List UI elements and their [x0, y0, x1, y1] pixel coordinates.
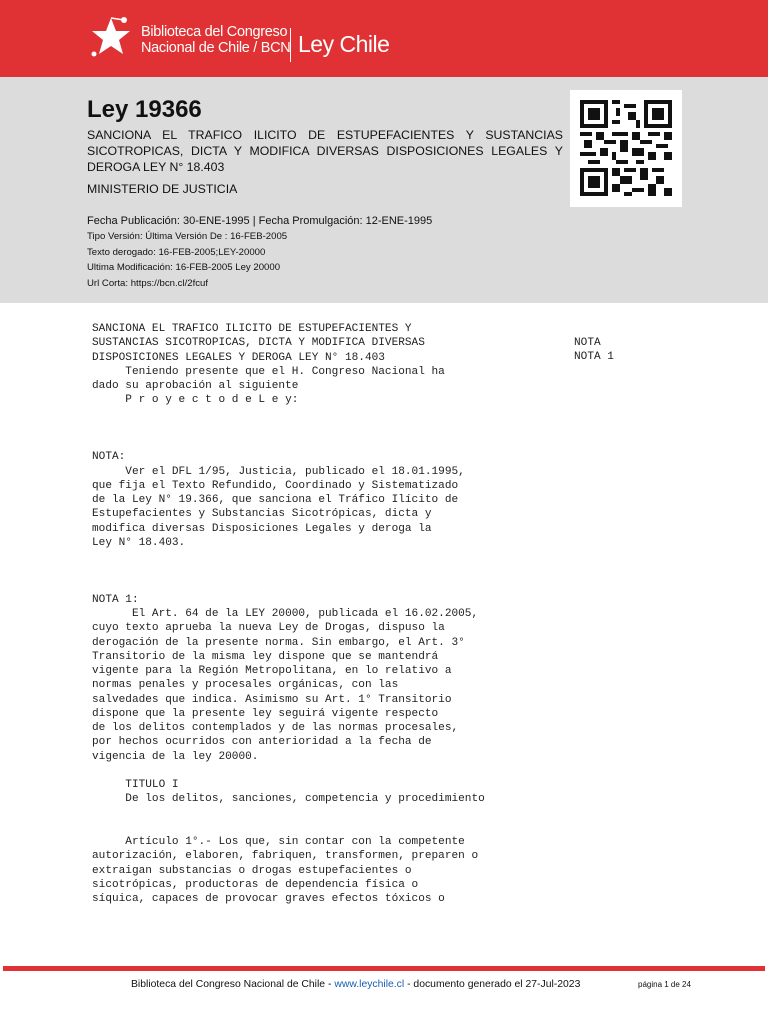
qr-code [570, 90, 682, 207]
org-name-line-1: Biblioteca del Congreso [141, 24, 288, 40]
qr-code-icon [580, 100, 672, 196]
law-header [0, 77, 768, 303]
ley-chile-brand: Ley Chile [298, 31, 390, 57]
footer-generated-date: - documento generado el 27-Jul-2023 [404, 979, 581, 990]
margin-notes [574, 336, 614, 365]
margin-note-nota: NOTA [574, 337, 601, 349]
law-body-text: SANCIONA EL TRAFICO ILICITO DE ESTUPEFACIENTES Y SUSTANCIAS SICOTROPICAS, DICTA Y MODIFICA DIVERSAS DISPOSICIONES LEGALES Y DEROGA LEY N° 18.403 Teniendo presente que el H. Congreso Nacional ha dado su aprobación al siguiente P r o y e c t o d e L e y: NOTA: Ver el DFL 1/95, Justicia, publicado el 18.01.1995, que fija el Texto Refundido, Coordinado y Sistematizado de la Ley N° 19.366, que sanciona el Tráfico Ilícito de Estupefacientes y Substancias Sicotrópicas, dicta y modifica diversas Disposiciones Legales y deroga la Ley N° 18.403. NOTA 1: El Art. 64 de la LEY 20000, publicada el 16.02.2005, cuyo texto aprueba la nueva Ley de Drogas, dispuso la derogación de la presente norma. Sin embargo, el Art. 3° Transitorio de la misma ley dispone que se mantendrá vigente para la Región Metropolitana, en lo relativo a normas penales y procesales orgánicas, con las salvedades que indica. Asimismo su Art. 1° Transitorio dispone que la presente ley seguirá vigente respecto de los delitos contemplados y de las normas procesales, por hechos ocurridos con anterioridad a la fecha de vigencia de la ley 20000. TITULO I De los delitos, sanciones, competencia y procedimiento Artículo 1°.- Los que, sin contar con la competente autorización, elaboren, fabriquen, transformen, preparen o extraigan substancias o drogas estupefacientes o sicotrópicas, productoras de dependencia física o síquica, capaces de provocar graves efectos tóxicos o [92, 323, 485, 905]
page-number: página 1 de 24 [638, 980, 691, 989]
ministry-name: MINISTERIO DE JUSTICIA [87, 182, 238, 196]
org-name-line-2: Nacional de Chile / BCN [141, 40, 291, 56]
version-type: Tipo Versión: Última Versión De : 16-FEB-2005 [87, 231, 288, 242]
publication-dates: Fecha Publicación: 30-ENE-1995 | Fecha Promulgación: 12-ENE-1995 [87, 215, 433, 227]
margin-note-nota-1: NOTA 1 [574, 351, 614, 364]
page-footer [0, 979, 768, 995]
footer-text [131, 979, 580, 990]
bcn-star-logo-icon [86, 12, 136, 62]
repealed-text: Texto derogado: 16-FEB-2005;LEY-20000 [87, 246, 266, 258]
leychile-link[interactable]: www.leychile.cl [334, 979, 405, 990]
law-description: SANCIONA EL TRAFICO ILICITO DE ESTUPEFACIENTES Y SUSTANCIAS SICOTROPICAS, DICTA Y MODIFICA DIVERSAS DISPOSICIONES LEGALES Y DEROGA LEY N° 18.403 [87, 128, 563, 174]
logo-divider [290, 28, 291, 62]
short-url: Url Corta: https://bcn.cl/2fcuf [87, 277, 209, 289]
footer-divider [3, 966, 765, 971]
law-title: Ley 19366 [87, 96, 202, 123]
top-brand-bar [0, 0, 768, 77]
footer-prefix: Biblioteca del Congreso Nacional de Chile - [131, 979, 335, 990]
last-modification: Ultima Modificación: 16-FEB-2005 Ley 20000 [87, 262, 281, 273]
bcn-organization-name [141, 24, 290, 56]
law-metadata [87, 213, 432, 291]
